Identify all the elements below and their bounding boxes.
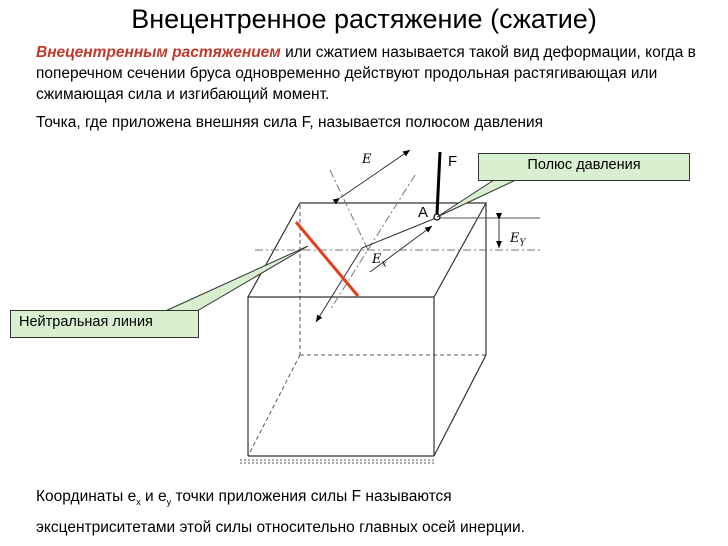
axes	[255, 170, 540, 310]
dimension-lines	[316, 150, 499, 322]
footer-line-1: Координаты $e_x$ и $e_y$ точки приложения силы F называются	[36, 488, 452, 508]
footer-text	[36, 484, 525, 540]
neutral-line	[296, 222, 358, 296]
neutral-callout-pointer	[150, 246, 308, 318]
pole-callout: Полюс давления	[478, 153, 690, 181]
box-edges	[248, 203, 486, 456]
definition-highlight: Внецентренным растяжением	[36, 44, 281, 61]
pole-sentence: Точка, где приложена внешняя сила F, называется полюсом давления	[36, 114, 544, 131]
force-arrow	[437, 152, 440, 214]
ex-label: $E_x$	[372, 252, 387, 270]
ey-label: $E_Y$	[510, 231, 526, 249]
definition-text: или сжатием называется такой вид деформации, когда в поперечном сечении бруса одновременно действуют продольная растягивающая или сжимающая сила и изгибающий момент.	[36, 44, 696, 103]
footer-line-2: эксцентриситетами этой силы относительно главных осей инерции.	[36, 519, 525, 537]
support-hatching	[240, 460, 436, 463]
force-label: F	[448, 153, 458, 170]
e-label: E	[362, 152, 372, 167]
page-title: Внецентренное растяжение (сжатие)	[131, 4, 597, 34]
point-a-label: A	[418, 204, 429, 221]
neutral-line-callout: Нейтральная линия	[10, 310, 199, 338]
pole-callout-pointer	[437, 176, 520, 217]
box-hidden-edges	[248, 205, 486, 456]
